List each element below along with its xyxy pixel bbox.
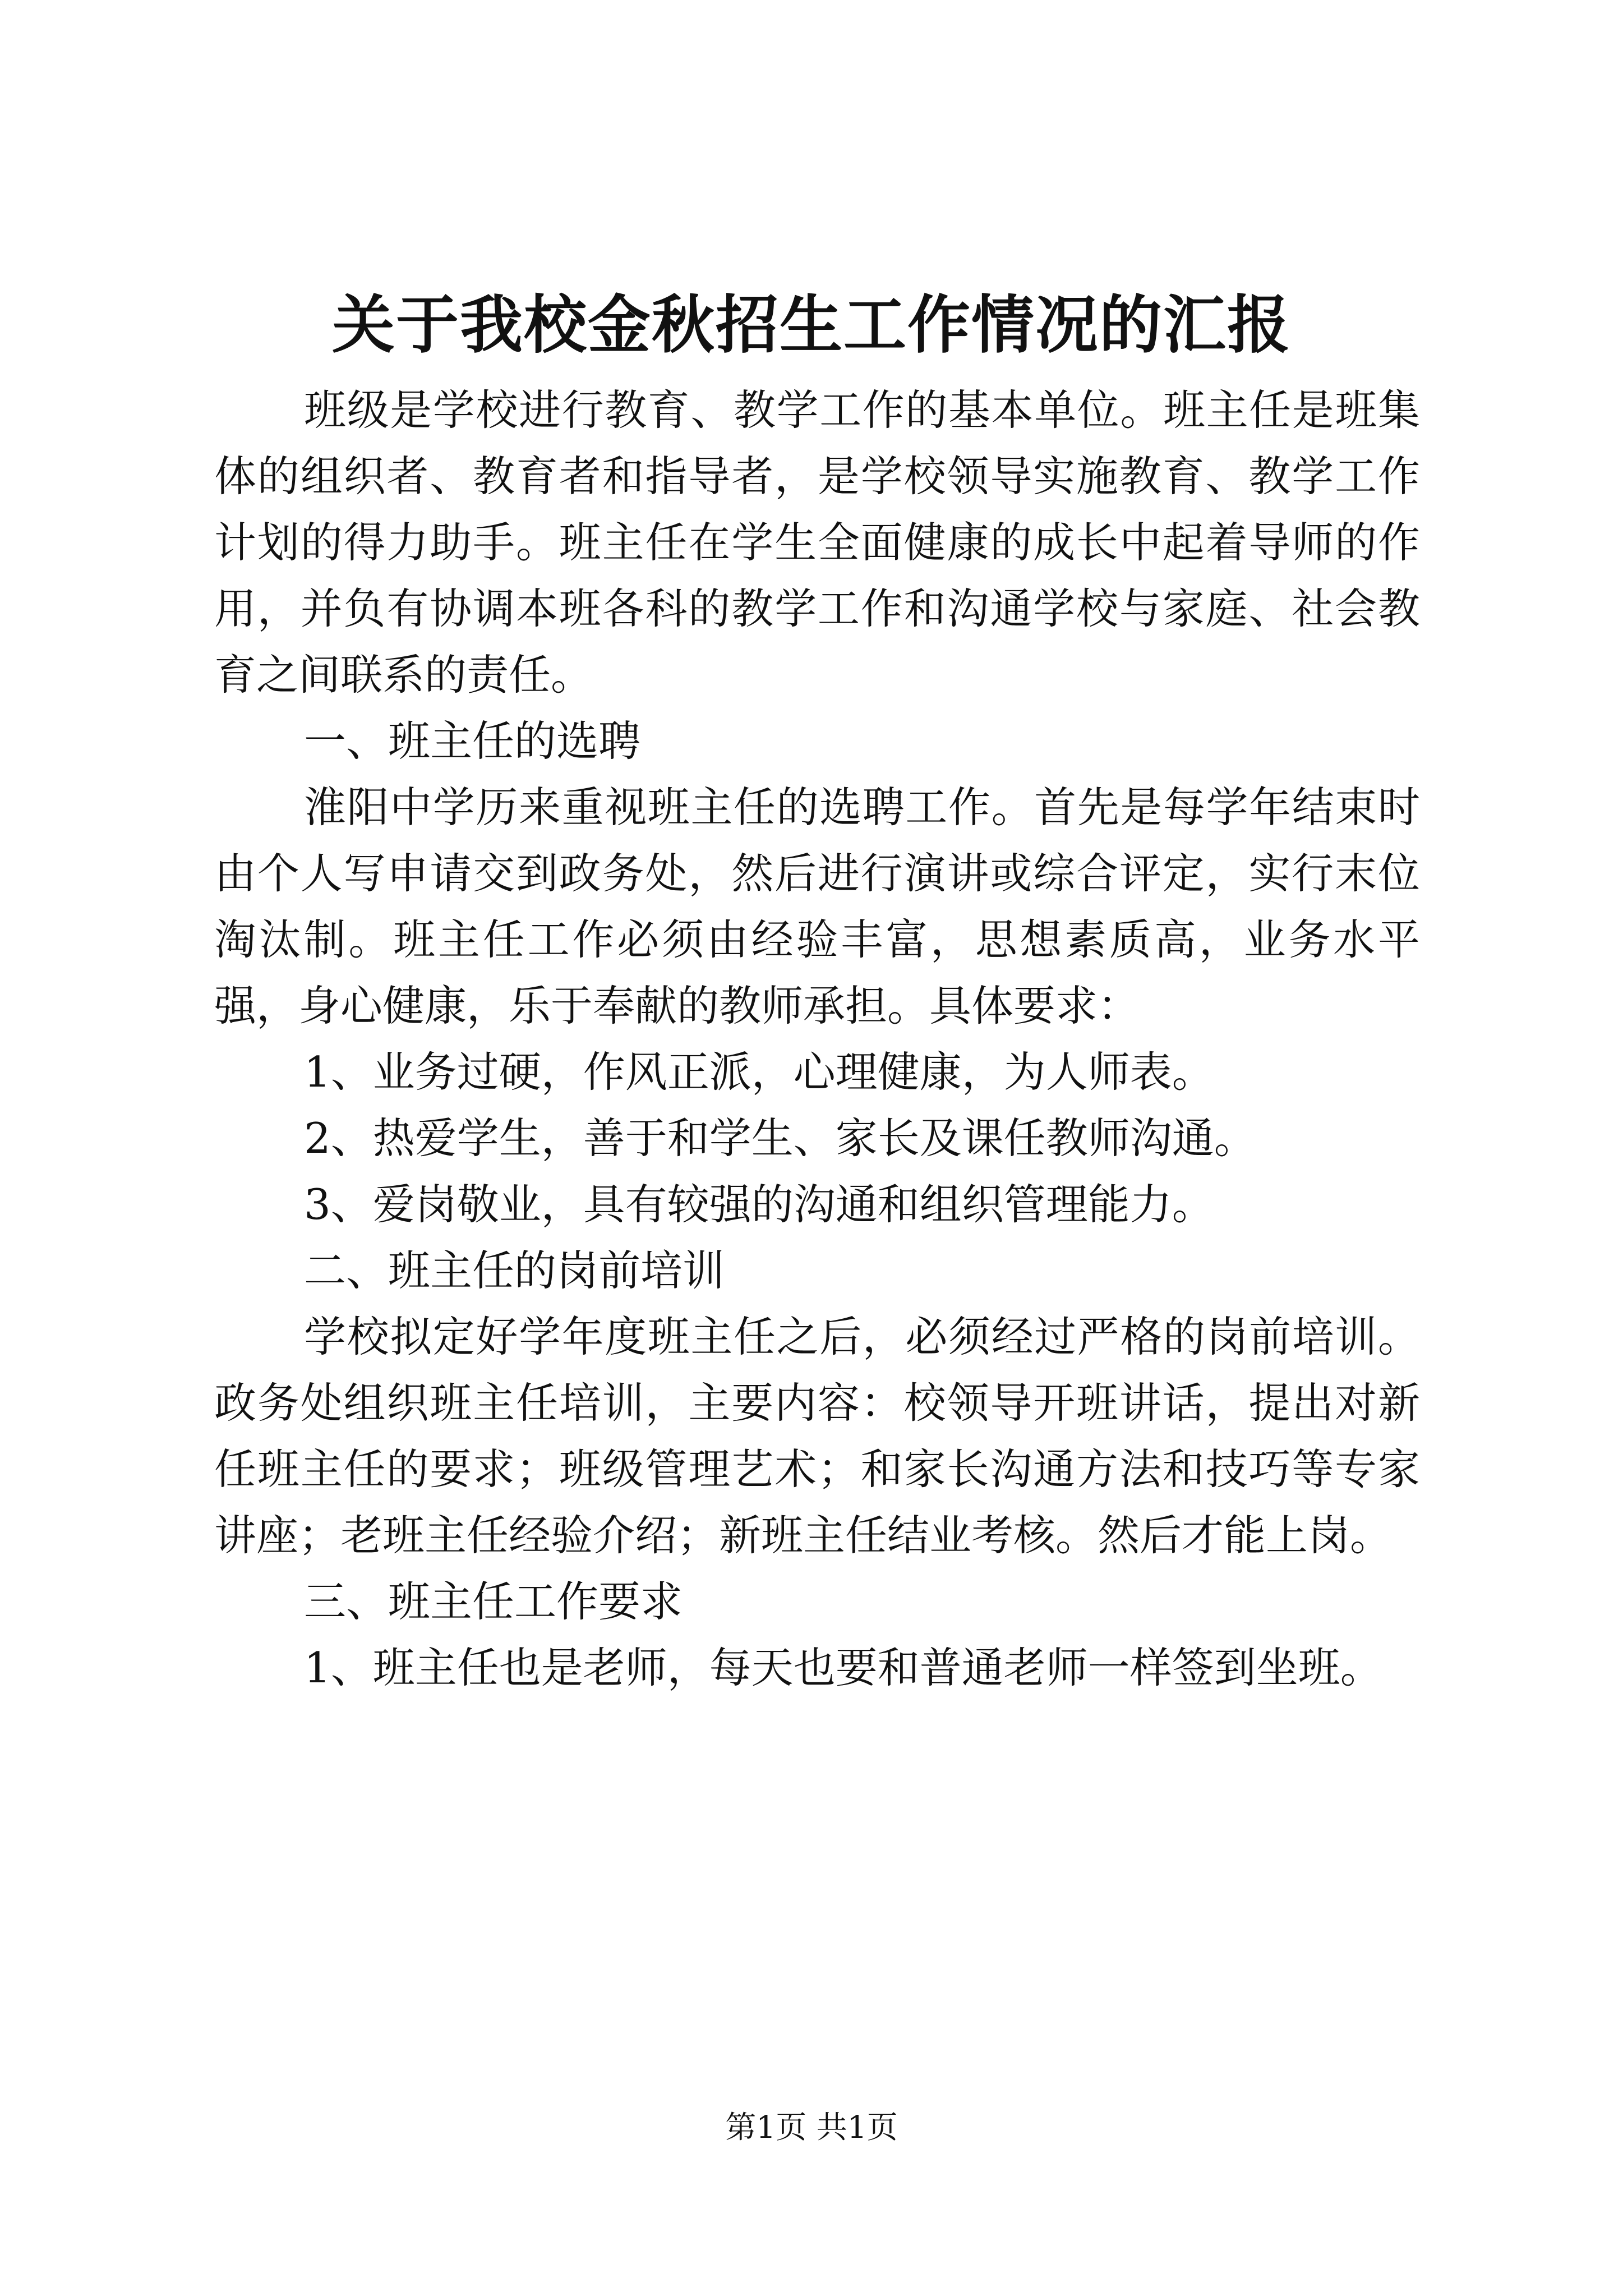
section-heading-training: 二、班主任的岗前培训 xyxy=(304,1246,725,1295)
paragraph-intro: 班级是学校进行教育、教学工作的基本单位。班主任是班集体的组织者、教育者和指导者，是学校领导实施教育、教学工作计划的得力助手。班主任在学生全面健康的成长中起着导师的作用，并负有协调本班各科的教学工作和沟通学校与家庭、社会教育之间联系的责任。 xyxy=(214,385,1420,700)
list-item: 1、业务过硬，作风正派，心理健康，为人师表。 xyxy=(304,1047,1214,1097)
paragraph-training: 学校拟定好学年度班主任之后，必须经过严格的岗前培训。政务处组织班主任培训，主要内容：校领导开班讲话，提出对新任班主任的要求；班级管理艺术；和家长沟通方法和技巧等专家讲座；老班主任经验介绍；新班主任结业考核。然后才能上岗。 xyxy=(214,1312,1420,1560)
document-title: 关于我校金秋招生工作情况的汇报 xyxy=(332,288,1291,362)
page-footer: 第1页 共1页 xyxy=(725,2109,898,2145)
list-item: 1、班主任也是老师，每天也要和普通老师一样签到坐班。 xyxy=(304,1643,1382,1692)
section-heading-requirements: 三、班主任工作要求 xyxy=(304,1577,683,1626)
document-body xyxy=(214,377,1420,1701)
list-item: 3、爱岗敬业，具有较强的沟通和组织管理能力。 xyxy=(304,1180,1214,1229)
list-item: 2、热爱学生，善于和学生、家长及课任教师沟通。 xyxy=(304,1114,1256,1163)
paragraph-selection: 淮阳中学历来重视班主任的选聘工作。首先是每学年结束时由个人写申请交到政务处，然后进行演讲或综合评定，实行末位淘汰制。班主任工作必须由经验丰富，思想素质高，业务水平强，身心健康，乐于奉献的教师承担。具体要求： xyxy=(214,783,1420,1030)
section-heading-selection: 一、班主任的选聘 xyxy=(304,716,641,766)
